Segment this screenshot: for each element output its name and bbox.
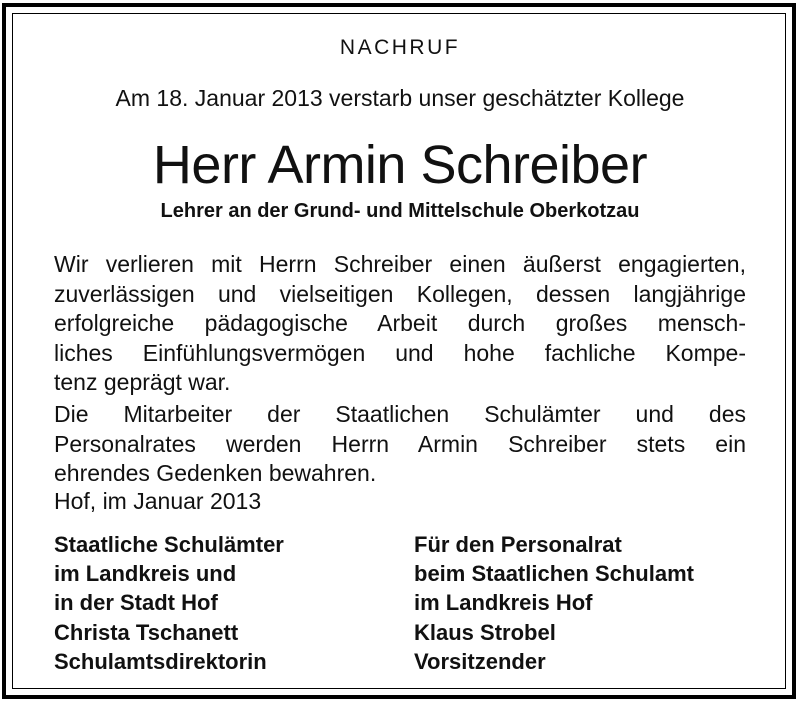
signature-line: in der Stadt Hof — [54, 590, 218, 616]
remembrance-paragraph — [54, 400, 746, 489]
deceased-role: Lehrer an der Grund- und Mittelschule Oberkotzau — [160, 200, 640, 222]
text-line: liches Einfühlungsvermögen und hohe fachliche Kompe- — [54, 339, 746, 366]
signature-staff-council — [414, 530, 694, 676]
text-line: ehrendes Gedenken bewahren. — [54, 460, 377, 486]
text-line: tenz geprägt war. — [54, 369, 231, 395]
signature-line: im Landkreis und — [54, 561, 237, 587]
signature-line: Vorsitzender — [414, 648, 546, 674]
tribute-paragraph — [54, 250, 746, 398]
signature-line: Staatliche Schulämter — [54, 532, 284, 557]
signature-school-offices — [54, 530, 284, 676]
signature-line: Für den Personalrat — [414, 532, 622, 557]
text-line: Die Mitarbeiter der Staatlichen Schulämter und des — [54, 401, 746, 427]
text-line: erfolgreiche pädagogische Arbeit durch großes mensch- — [54, 310, 746, 336]
notice-heading: NACHRUF — [339, 36, 461, 59]
signature-line: beim Staatlichen Schulamt — [414, 561, 694, 587]
text-line: Wir verlieren mit Herrn Schreiber einen äußerst engagierten, — [54, 251, 746, 277]
signature-line: im Landkreis Hof — [414, 590, 593, 616]
notice-intro: Am 18. Januar 2013 verstarb unser geschätzter Kollege — [115, 85, 685, 111]
signature-line: Klaus Strobel — [414, 619, 556, 645]
signature-line: Christa Tschanett — [54, 619, 239, 645]
place-date: Hof, im Januar 2013 — [54, 488, 262, 514]
deceased-name: Herr Armin Schreiber — [152, 135, 648, 195]
text-line: Personalrates werden Herrn Armin Schreiber stets ein — [54, 430, 746, 457]
signature-line: Schulamtsdirektorin — [54, 648, 267, 674]
text-line: zuverlässigen und vielseitigen Kollegen, dessen langjährige — [54, 280, 746, 307]
